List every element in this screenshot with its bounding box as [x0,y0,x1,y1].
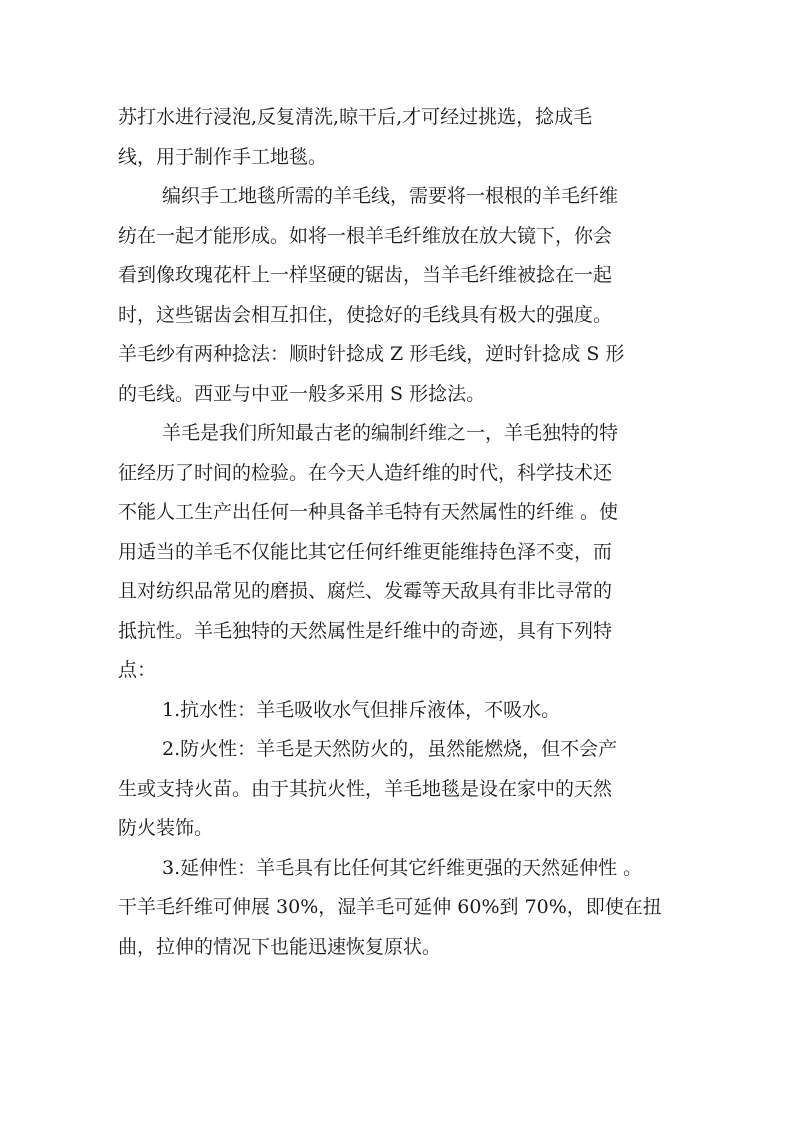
text-line: 干羊毛纤维可伸展 30%，湿羊毛可延伸 60%到 70%，即使在扭 [118,896,662,918]
list-item-2: 2.防火性：羊毛是天然防火的，虽然能燃烧，但不会产 [162,738,618,760]
text-line: 征经历了时间的检验。在今天人造纤维的时代，科学技术还 [118,461,613,484]
text-line: 曲，拉伸的情况下也能迅速恢复原状。 [118,935,442,958]
text-line: 不能人工生产出任何一种具备羊毛特有天然属性的纤维 。使 [118,501,619,523]
list-item-1: 1.抗水性：羊毛吸收水气但排斥液体，不吸水。 [162,698,561,721]
text-line: 时，这些锯齿会相互扣住，使捻好的毛线具有极大的强度。 [118,303,613,326]
text-line: 线，用于制作手工地毯。 [118,145,328,168]
text-line: 看到像玫瑰花杆上一样坚硬的锯齿，当羊毛纤维被捻在一起 [118,264,613,286]
text-line: 编织手工地毯所需的羊毛线，需要将一根根的羊毛纤维 [162,185,619,207]
text-line: 苏打水进行浸泡,反复清洗,晾干后,才可经过挑选，捻成毛 [118,106,593,128]
text-line: 且对纺织品常见的磨损、腐烂、发霉等天敌具有非比寻常的 [118,580,613,602]
text-line: 的毛线。西亚与中亚一般多采用 S 形捻法。 [118,382,486,405]
text-line: 羊毛纱有两种捻法：顺时针捻成 Z 形毛线，逆时针捻成 S 形 [118,343,625,365]
body-text [118,98,684,967]
text-line: 羊毛是我们所知最古老的编制纤维之一，羊毛独特的特 [162,422,619,444]
text-line: 防火装饰。 [118,817,214,839]
text-line: 用适当的羊毛不仅能比其它任何纤维更能维持色泽不变，而 [118,540,613,563]
text-line: 抵抗性。羊毛独特的天然属性是纤维中的奇迹，具有下列特 [118,619,613,642]
list-item-3: 3.延伸性：羊毛具有比任何其它纤维更强的天然延伸性 。 [162,856,643,879]
text-line: 纺在一起才能形成。如将一根羊毛纤维放在放大镜下，你会 [118,224,613,247]
text-line: 点： [118,659,157,681]
text-line: 生或支持火苗。由于其抗火性，羊毛地毯是设在家中的天然 [118,777,613,800]
